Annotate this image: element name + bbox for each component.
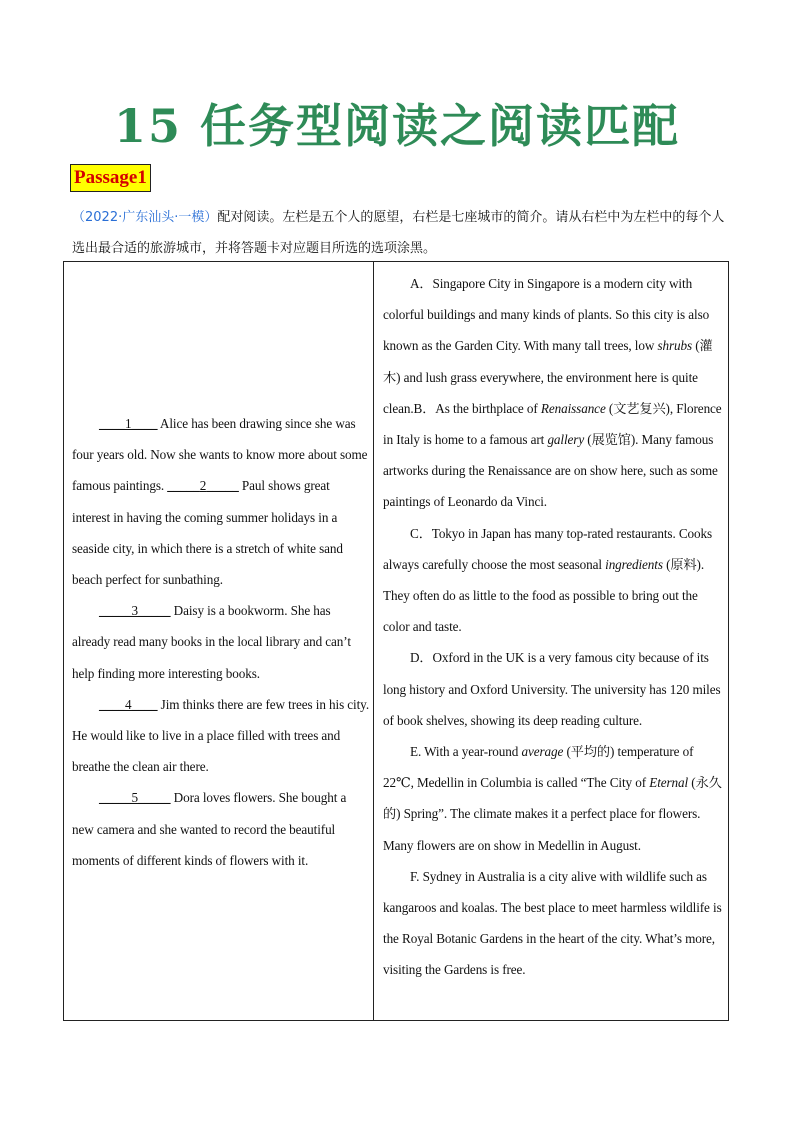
answer-blank: _____5_____: [99, 790, 171, 806]
wish-item: ____4____ Jim thinks there are few trees in his city. He would like to live in a place filled with trees and breathe the clean air there.: [72, 696, 370, 775]
city-option-a-b: A．Singapore City in Singapore is a modern city with colorful buildings and many kinds of plants. So this city is also known as the Garden City. With many tall trees, low shrubs (灌木) and lush grass everywhere, the environment here is quite clean.B．As the birthplace of Renaissance (文艺复兴), Florence in Italy is home to a famous art gallery (展览馆). Many famous artworks during the Renaissance are on show here, such as some paintings of Leonardo da Vinci.: [383, 276, 722, 510]
source-citation: （2022·广东汕头·一模）: [72, 210, 218, 225]
wish-item: ____1____ Alice has been drawing since she was four years old. Now she wants to know more about some famous paintings. _____2_____ Paul shows great interest in having the coming summer holidays in a seaside city, in which there is a stretch of white sand beach perfect for sunbathing.: [72, 416, 368, 588]
city-descriptions-column: [383, 268, 723, 986]
column-divider: [373, 261, 374, 1021]
city-option-e: E. With a year-round average (平均的) temperature of 22℃, Medellin in Columbia is called “The City of Eternal (永久的) Spring”. The climate makes it a perfect place for flowers. Many flowers are on show in Medellin in August.: [383, 744, 722, 853]
people-wishes-column: [72, 408, 370, 876]
passage-label: Passage1: [70, 164, 151, 192]
wish-item: _____3_____ Daisy is a bookworm. She has already read many books in the local library and can’t help finding more interesting books.: [72, 603, 351, 681]
answer-blank: ____4____: [99, 696, 158, 712]
city-option-f: F. Sydney in Australia is a city alive with wildlife such as kangaroos and koalas. The best place to meet harmless wildlife is the Royal Botanic Gardens in the heart of the city. What’s more, visiting the Gardens is free.: [383, 868, 722, 978]
answer-blank: _____3_____: [99, 603, 171, 619]
page-title: 15 任务型阅读之阅读匹配: [113, 99, 681, 153]
instructions-text: 配对阅读。左栏是五个人的愿望，右栏是七座城市的简介。请从右栏中为左栏中的每个人选出最合适的旅游城市，并将答题卡对应题目所选的选项涂黑。: [72, 210, 725, 256]
answer-blank: _____2_____: [167, 478, 239, 494]
city-option-c: C．Tokyo in Japan has many top-rated restaurants. Cooks always carefully choose the most seasonal ingredients (原料). They often do as little to the food as possible to bring out the color and taste.: [383, 525, 713, 635]
city-option-d: D．Oxford in the UK is a very famous city because of its long history and Oxford University. The university has 120 miles of book shelves, showing its deep reading culture.: [383, 650, 721, 728]
wish-item: _____5_____ Dora loves flowers. She bought a new camera and she wanted to record the beautiful moments of different kinds of flowers with it.: [72, 790, 347, 868]
answer-blank: ____1____: [99, 416, 158, 431]
instructions: [72, 202, 732, 264]
